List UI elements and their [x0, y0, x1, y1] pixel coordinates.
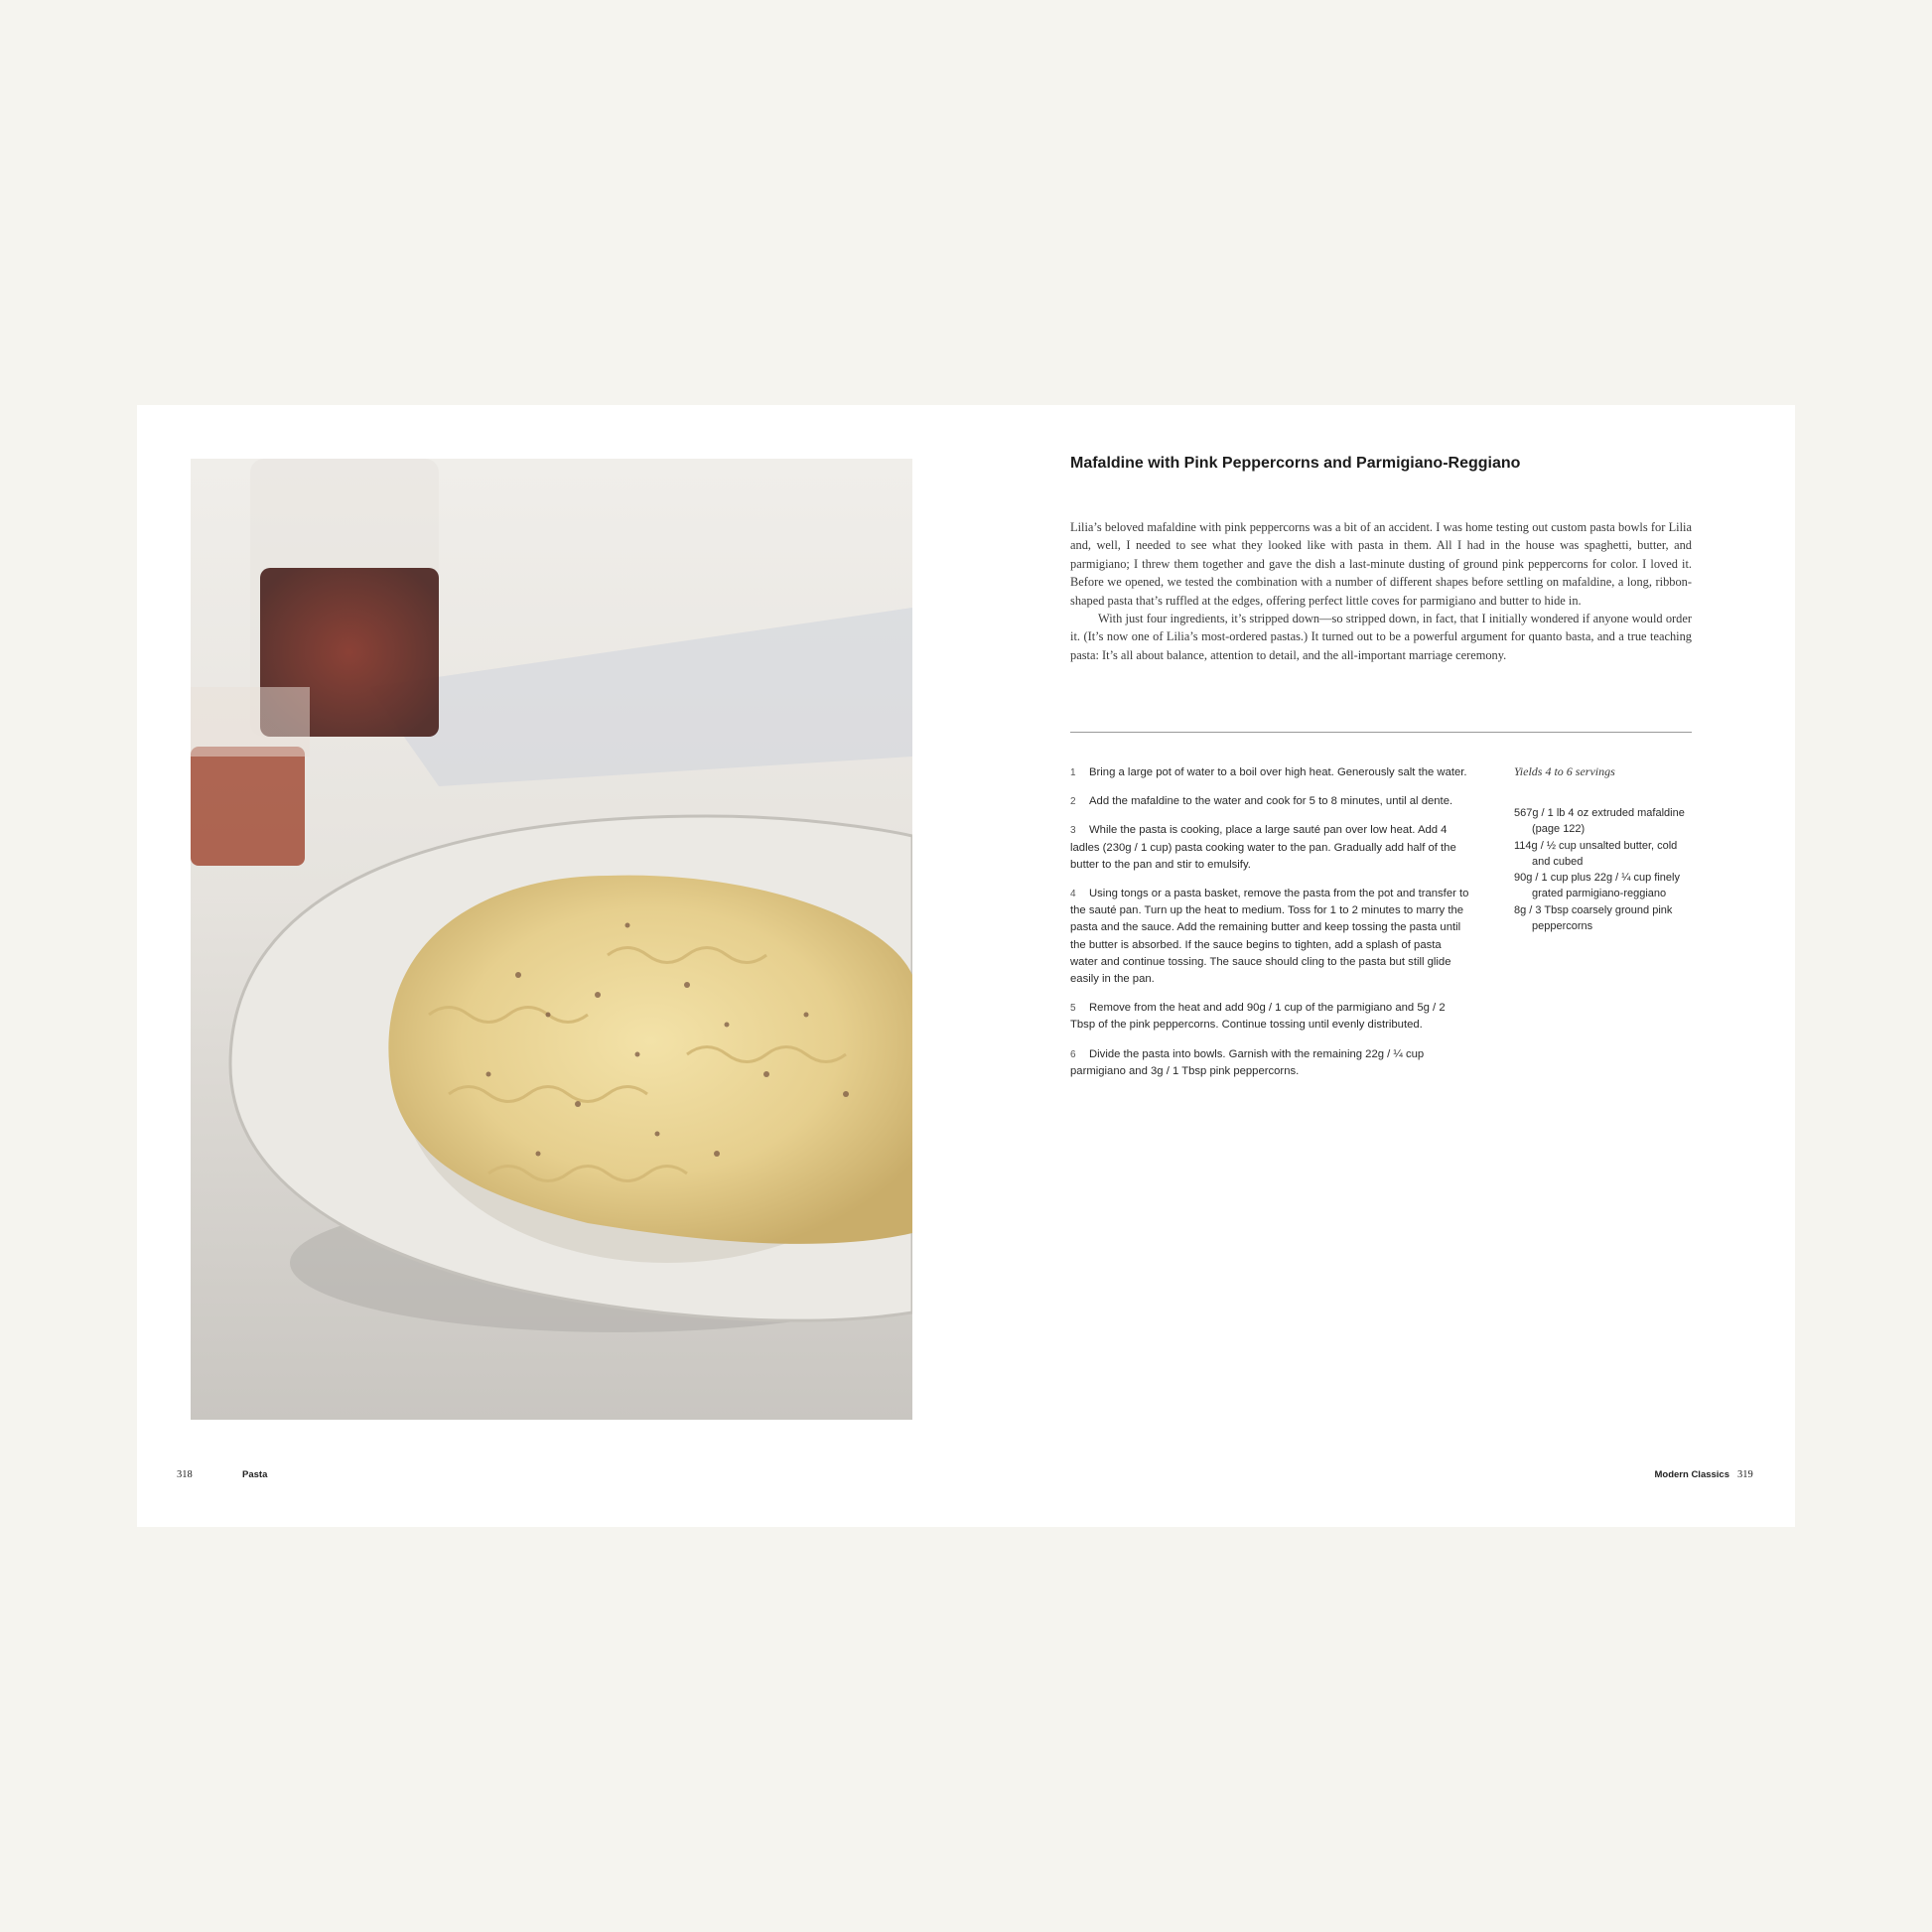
ingredient-item: 90g / 1 cup plus 22g / ¼ cup finely grated parmigiano-reggiano	[1514, 872, 1680, 900]
right-section-name: Modern Classics	[1654, 1469, 1729, 1480]
step-text: Using tongs or a pasta basket, remove the pasta from the pot and transfer to the sauté pan. Turn up the heat to medium. Toss for 1 to 2 minutes to marry the pasta and the sauce. Add the remaining butter and keep tossing the pasta until the butter is absorbed. If the sauce begins to tighten, add a splash of pasta water and continue tossing. The sauce should cling to the pasta but still glide easily in the pan.	[1070, 888, 1469, 986]
step-text: Remove from the heat and add 90g / 1 cup of the parmigiano and 5g / 2 Tbsp of the pink peppercorns. Continue tossing until evenly distributed.	[1070, 1002, 1446, 1032]
step-item	[1070, 822, 1471, 874]
right-page-number: 319	[1737, 1469, 1753, 1480]
ingredient-list	[1514, 805, 1693, 934]
step-number: 2	[1070, 796, 1076, 808]
intro-paragraph: Lilia’s beloved mafaldine with pink peppercorns was a bit of an accident. I was home testing out custom pasta bowls for Lilia and, well, I needed to see what they looked like with pasta in them. All I had in the house was spaghetti, butter, and parmigiano; I threw them together and gave the dish a last-minute dusting of ground pink peppercorns for color. I loved it. Before we opened, we tested the combination with a number of different shapes before settling on mafaldine, a long, ribbon-shaped pasta that’s ruffled at the edges, offering perfect little coves for parmigiano and butter to hide in.	[1070, 520, 1692, 608]
pasta-photo	[191, 459, 912, 1420]
step-item	[1070, 1046, 1471, 1080]
recipe-intro	[1070, 518, 1692, 664]
method-steps	[1070, 764, 1471, 1092]
pasta-bowl-illustration	[191, 459, 912, 1420]
ingredient-item: 567g / 1 lb 4 oz extruded mafaldine (page 122)	[1514, 807, 1685, 836]
intro-paragraph: With just four ingredients, it’s stripped down—so stripped down, in fact, that I initially wondered if anyone would order it. (It’s now one of Lilia’s most-ordered pastas.) It turned out to be a powerful argument for quanto basta, and a true teaching pasta: It’s all about balance, attention to detail, and the all-important marriage ceremony.	[1070, 612, 1692, 662]
step-text: Divide the pasta into bowls. Garnish with the remaining 22g / ¼ cup parmigiano and 3g / 1 Tbsp pink peppercorns.	[1070, 1047, 1425, 1077]
ingredient-item: 114g / ½ cup unsalted butter, cold and cubed	[1514, 839, 1678, 868]
recipe-title: Mafaldine with Pink Peppercorns and Parmigiano-Reggiano	[1070, 455, 1521, 472]
step-text: Bring a large pot of water to a boil over high heat. Generously salt the water.	[1089, 766, 1467, 778]
ingredient-item: 8g / 3 Tbsp coarsely ground pink peppercorns	[1514, 903, 1673, 933]
step-text: While the pasta is cooking, place a large sauté pan over low heat. Add 4 ladles (230g / 1 cup) pasta cooking water to the pan. Gradually add half of the butter to the pan and stir to emulsify.	[1070, 824, 1456, 871]
left-page-number: 318	[177, 1469, 193, 1480]
left-section-name: Pasta	[242, 1469, 268, 1480]
step-number: 1	[1070, 767, 1076, 778]
step-item	[1070, 886, 1471, 988]
step-item	[1070, 793, 1471, 810]
step-number: 4	[1070, 889, 1076, 900]
step-number: 3	[1070, 825, 1076, 837]
step-item	[1070, 764, 1471, 781]
step-number: 6	[1070, 1048, 1076, 1060]
book-spread	[137, 405, 1795, 1527]
yields-text: Yields 4 to 6 servings	[1514, 764, 1615, 778]
step-number: 5	[1070, 1003, 1076, 1015]
step-text: Add the mafaldine to the water and cook for 5 to 8 minutes, until al dente.	[1089, 795, 1453, 808]
step-item	[1070, 1000, 1471, 1034]
section-divider	[1070, 732, 1692, 733]
